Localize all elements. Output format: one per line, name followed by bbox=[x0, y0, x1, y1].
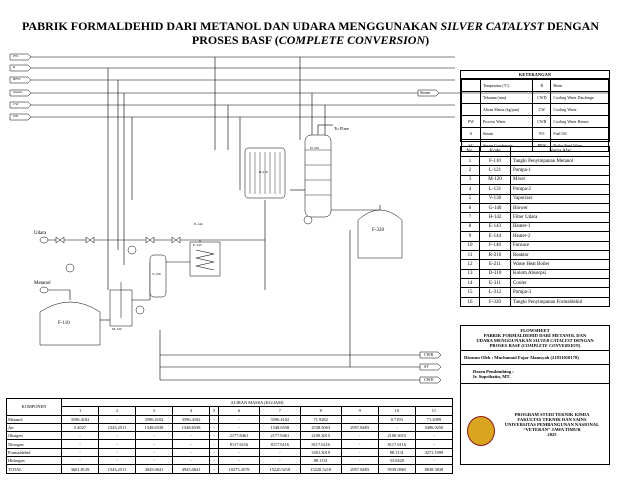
metanol-label: Metanol bbox=[34, 281, 51, 286]
equipment-row: 7 H-142 Filter Udara bbox=[461, 213, 610, 222]
equipment-row: 11 R-210 Reaktor bbox=[461, 250, 610, 259]
legend-symbol: S bbox=[462, 128, 481, 140]
stream-number: 6 bbox=[219, 407, 260, 415]
author-line: Disusun Oleh : Muchamad Fajar Alamsyah (21031010178) bbox=[461, 351, 609, 365]
tag-d310: D-310 bbox=[310, 146, 319, 150]
mass-row: Oksigen - - - - - 2177.8461 2177.8461 2100.3015 - 2100.3015 - bbox=[7, 432, 453, 440]
legend-row: PW Process Water CWR Cooling Water Return bbox=[462, 116, 609, 128]
equipment-row: 3 M-120 Mixer bbox=[461, 175, 610, 184]
legend-row: Tekanan (atm) CWD Cooling Water Discharge bbox=[462, 92, 609, 104]
mass-row: Air 5.4027 1543.2511 1548.6538 1548.6538 - - 1548.6538 2538.5063 2957.8483 - 5496.0250 bbox=[7, 423, 453, 431]
university-logo bbox=[467, 416, 495, 446]
cwd-label: CWD bbox=[424, 377, 434, 382]
flowsheet-line1: PABRIK FORMALDEHID DARI METANOL DAN bbox=[483, 333, 587, 338]
stream-number: 5 bbox=[210, 407, 219, 415]
legend-box bbox=[460, 70, 610, 148]
steam-out-label: Steam bbox=[420, 90, 430, 95]
stream-number: 8 bbox=[300, 407, 341, 415]
st-label: ST bbox=[424, 364, 429, 369]
equipment-header-row: No. Kode Nama Alat bbox=[461, 147, 610, 157]
tag-e143: E-143 bbox=[193, 243, 202, 247]
flowsheet-box bbox=[460, 325, 610, 465]
tag-f110: F-110 bbox=[58, 321, 70, 326]
legend-symbol: PW bbox=[462, 116, 481, 128]
udara-label: Udara bbox=[34, 231, 47, 236]
stream-number: 1 bbox=[62, 407, 99, 415]
komponen-header: KOMPONEN bbox=[7, 399, 62, 416]
utility-label-wp: WP bbox=[13, 114, 19, 118]
supervisor-name: Ir. Suprihatin, MT. bbox=[461, 374, 609, 384]
legend-row: Temperatur (°C) R Brine bbox=[462, 80, 609, 92]
aliran-header: ALIRAN MASSA (KG/JAM) bbox=[62, 399, 453, 407]
equipment-row: 10 F-140 Furnace bbox=[461, 241, 610, 250]
mass-row: TOTAL 3601.8129 1543.2511 4945.0641 4945.0641 - 10275.4578 15220.5218 15220.5218 2957.8483 9539.0865 8838.3838 bbox=[7, 465, 453, 473]
legend-row: Aliran Massa (kg/jam) CW Cooling Water bbox=[462, 104, 609, 116]
utility-label-cw: CW bbox=[13, 102, 19, 106]
equipment-row: 4 L-131 Pompa-2 bbox=[461, 185, 610, 194]
legend-table bbox=[461, 79, 609, 152]
equipment-row: 12 E-211 Waste Heat Boiler bbox=[461, 260, 610, 269]
equipment-row: 1 F-110 Tangki Penyimpanan Metanol bbox=[461, 157, 610, 166]
equipment-row: 2 L-121 Pompa-1 bbox=[461, 166, 610, 175]
mass-row: Nitrogen - - - - - 8117.6116 8117.6116 8117.6116 - 8117.6116 - bbox=[7, 440, 453, 448]
equipment-row: 13 D-310 Kolom Absorpsi bbox=[461, 269, 610, 278]
flowsheet-line3: PROSES BASF (COMPLETE CONVERSION) bbox=[461, 343, 609, 351]
utility-label-pw: PW bbox=[13, 54, 19, 58]
tag-f320: F-320 bbox=[372, 228, 384, 233]
equipment-row: 6 G-140 Blower bbox=[461, 203, 610, 212]
utility-label-steam: Steam bbox=[13, 90, 22, 94]
legend-row: S Steam FO Fuel Oil bbox=[462, 128, 609, 140]
equipment-row: 16 F-320 Tangki Penyimpanan Formaldehid bbox=[461, 297, 610, 306]
institution-block: PROGRAM STUDI TEKNIK KIMIA FAKULTAS TEKNIK DAN SAINS UNIVERSITAS PEMBANGUNAN NASIONAL “VETERAN” JAWA TIMUR 2025 bbox=[504, 412, 600, 437]
equipment-row: 14 E-311 Cooler bbox=[461, 279, 610, 288]
legend-symbol: SC bbox=[462, 140, 481, 152]
equipment-row: 15 L-312 Pompa-3 bbox=[461, 288, 610, 297]
flowsheet-heading: FLOWSHEET bbox=[520, 328, 550, 333]
equipment-row: 5 V-130 Vaporizer bbox=[461, 194, 610, 203]
stream-number-row bbox=[7, 407, 453, 415]
mass-balance-table bbox=[6, 398, 453, 474]
legend-symbol bbox=[462, 104, 481, 116]
to-flare-label: To Flare bbox=[334, 126, 350, 131]
stream-number: 11 bbox=[415, 407, 452, 415]
stream-number: 3 bbox=[135, 407, 172, 415]
mass-row: Metanol 3596.4102 - 3596.4102 3596.4102 - - 3596.4102 71.9282 - 0.7193 71.2089 bbox=[7, 415, 453, 423]
legend-symbol bbox=[462, 80, 481, 92]
mass-row: Hidrogen - - - - - - - 88.1131 - 33.0420 - bbox=[7, 457, 453, 465]
stream-number: 7 bbox=[259, 407, 300, 415]
legend-row: SC Steam Condensate BFW Boiler Feed Water bbox=[462, 140, 609, 152]
tag-m120: M-120 bbox=[112, 327, 122, 331]
cwr-label: CWR bbox=[424, 352, 434, 357]
legend-title: KETERANGAN bbox=[461, 71, 609, 79]
tag-e144: E-144 bbox=[194, 222, 203, 226]
equipment-row: 8 E-143 Heater-1 bbox=[461, 222, 610, 231]
mass-header-row bbox=[7, 399, 453, 407]
stream-number: 4 bbox=[173, 407, 210, 415]
stream-number: 2 bbox=[99, 407, 136, 415]
utility-label-r: R bbox=[13, 65, 16, 69]
flowsheet-line2: UDARA MENGGUNAKAN SILVER CATALYST DENGAN bbox=[476, 338, 594, 343]
page-subtitle: PROSES BASF (COMPLETE CONVERSION) bbox=[191, 33, 430, 47]
stream-number: 10 bbox=[378, 407, 415, 415]
legend-symbol bbox=[462, 92, 481, 104]
mass-row: Formaldehid - - - - - - - 3301.3019 - 88.1131 3271.1999 bbox=[7, 448, 453, 456]
tag-v130: V-130 bbox=[152, 272, 161, 276]
stream-number: 9 bbox=[341, 407, 378, 415]
equipment-row: 9 E-144 Heater-2 bbox=[461, 232, 610, 241]
utility-label-bfw: BFW bbox=[13, 77, 21, 81]
supervisor-label: Dosen Pembimbing : bbox=[473, 369, 514, 374]
page-title: PABRIK FORMALDEHID DARI METANOL DAN UDARA MENGGUNAKAN SILVER CATALYST DENGAN bbox=[21, 19, 600, 33]
tag-r210: R-210 bbox=[259, 170, 268, 174]
equipment-table bbox=[460, 146, 610, 307]
